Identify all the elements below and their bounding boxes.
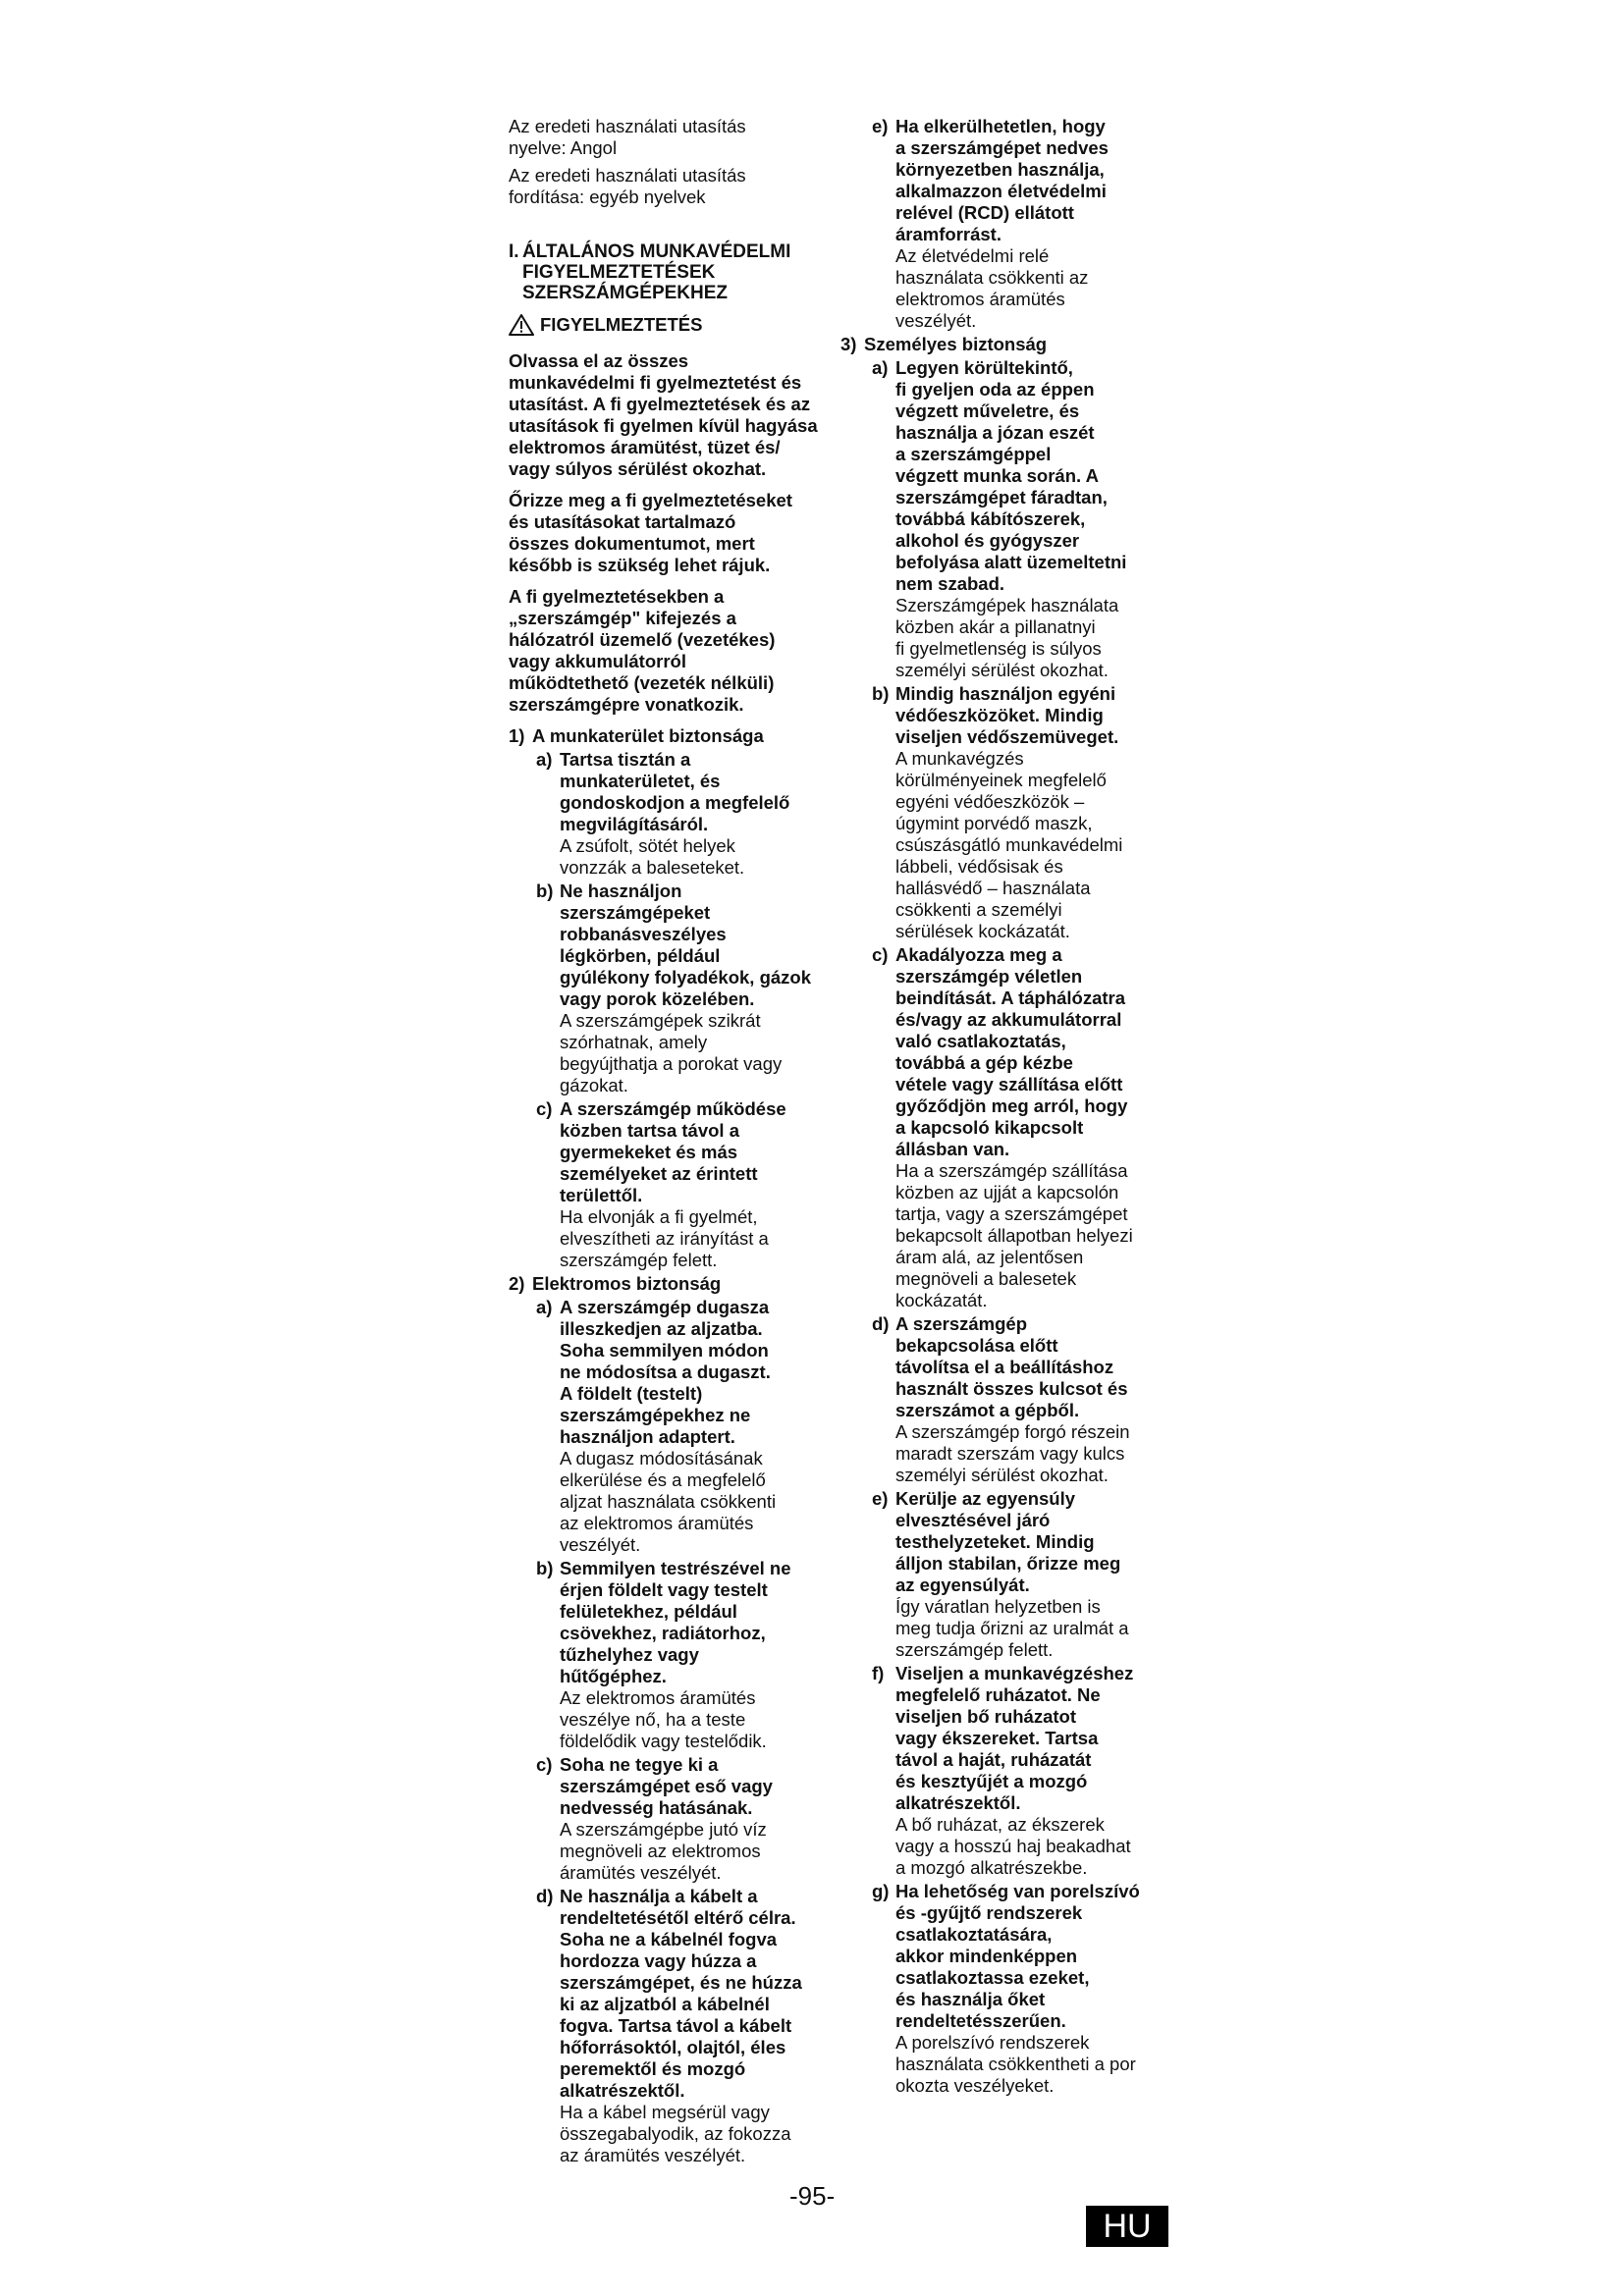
item-body: [895, 1881, 1176, 2097]
explanation-line: közben az ujját a kapcsolón: [895, 1182, 1119, 1202]
instruction-line: Soha ne a kábelnél fogva: [560, 1929, 778, 1949]
instruction-line: gondoskodjon a megfelelő: [560, 792, 790, 813]
instruction-line: közben tartsa távol a: [560, 1120, 740, 1141]
explanation-line: vonzzák a baleseteket.: [560, 857, 745, 878]
item-label: c): [872, 944, 889, 965]
instruction-line: elvesztésével járó: [895, 1510, 1051, 1530]
instruction-line: robbanásveszélyes: [560, 924, 727, 944]
instruction-line: Ne használja a kábelt a: [560, 1886, 758, 1906]
item-label: c): [536, 1098, 553, 1119]
item-instruction: [895, 944, 1176, 1160]
explanation-line: Az elektromos áramütés: [560, 1687, 756, 1708]
instruction-line: Soha ne tegye ki a: [560, 1754, 719, 1775]
list-item: [536, 881, 842, 1096]
instruction-line: vagy ékszereket. Tartsa: [895, 1728, 1099, 1748]
warning-triangle-icon: [509, 313, 534, 337]
item-explanation: [895, 245, 1176, 332]
item-explanation: [560, 1819, 842, 1884]
paragraph-line: „szerszámgép" kifejezés a: [509, 608, 736, 628]
subsection-number: 1): [509, 725, 525, 746]
explanation-line: elektromos áramütés: [895, 289, 1065, 309]
explanation-line: egyéni védőeszközök –: [895, 791, 1085, 812]
item-instruction: [895, 683, 1176, 748]
explanation-line: körülményeinek megfelelő: [895, 770, 1107, 790]
paragraph-line: munkavédelmi fi gyelmeztetést és: [509, 372, 802, 393]
item-label: a): [536, 749, 553, 770]
instruction-line: és kesztyűjét a mozgó: [895, 1771, 1088, 1791]
item-label: d): [536, 1886, 554, 1906]
explanation-line: A szerszámgép forgó részein: [895, 1421, 1130, 1442]
intro-translation: Az eredeti használati utasítás fordítása: egyéb nyelvek: [509, 165, 746, 207]
language-badge: HU: [1086, 2206, 1168, 2247]
list-item: [872, 944, 1176, 1311]
paragraph-line: utasítást. A fi gyelmeztetések és az: [509, 394, 811, 414]
instruction-line: Ha elkerülhetetlen, hogy: [895, 116, 1106, 136]
instruction-line: csövekhez, radiátorhoz,: [560, 1623, 766, 1643]
subsection-number: 3): [840, 334, 857, 354]
list-item: [872, 116, 1176, 332]
instruction-line: hőforrásoktól, olajtól, éles: [560, 2037, 786, 2057]
instruction-line: álljon stabilan, őrizze meg: [895, 1553, 1121, 1574]
explanation-line: veszélyét.: [560, 1534, 641, 1555]
paragraph-line: később is szükség lehet rájuk.: [509, 555, 771, 575]
instruction-line: fogva. Tartsa távol a kábelt: [560, 2015, 792, 2036]
instruction-line: való csatlakoztatás,: [895, 1031, 1066, 1051]
instruction-line: gyúlékony folyadékok, gázok: [560, 967, 811, 988]
instruction-line: nedvesség hatásának.: [560, 1797, 753, 1818]
item-instruction: [560, 1886, 842, 2102]
explanation-line: Ha a szerszámgép szállítása: [895, 1160, 1128, 1181]
explanation-line: áramütés veszélyét.: [560, 1862, 722, 1883]
item-instruction: [895, 357, 1176, 595]
instruction-line: áramforrást.: [895, 224, 1001, 244]
item-instruction: [895, 1488, 1176, 1596]
instruction-line: Soha semmilyen módon: [560, 1340, 769, 1361]
instruction-line: gyermekeket és más: [560, 1142, 738, 1162]
item-explanation: [560, 835, 842, 879]
explanation-line: vagy a hosszú haj beakadhat: [895, 1836, 1131, 1856]
item-body: [560, 1886, 842, 2166]
paragraph-line: elektromos áramütést, tüzet és/: [509, 437, 781, 457]
item-explanation: [895, 748, 1176, 942]
subsection-name: A munkaterület biztonsága: [532, 725, 764, 746]
warning-paragraph: [509, 350, 842, 480]
section-heading: I. ÁLTALÁNOS MUNKAVÉDELMI FIGYELMEZTETÉSEK SZERSZÁMGÉPEKHEZ: [509, 241, 791, 303]
instruction-line: csatlakoztatására,: [895, 1924, 1053, 1945]
section-personal-safety: [840, 334, 1176, 2097]
explanation-line: szórhatnak, amely: [560, 1032, 708, 1052]
explanation-line: áram alá, az jelentősen: [895, 1247, 1084, 1267]
paragraph-line: és utasításokat tartalmazó: [509, 511, 736, 532]
instruction-line: a szerszámgépet nedves: [895, 137, 1109, 158]
item-label: g): [872, 1881, 890, 1901]
instruction-line: szerszámgépet fáradtan,: [895, 487, 1108, 507]
item-body: [895, 1488, 1176, 1661]
subsection-title: [509, 725, 842, 747]
subsection-number: 2): [509, 1273, 525, 1294]
explanation-line: A dugasz módosításának: [560, 1448, 763, 1468]
instruction-line: és használja őket: [895, 1989, 1046, 2009]
instruction-line: felületekhez, például: [560, 1601, 737, 1622]
instruction-line: védőeszközöket. Mindig: [895, 705, 1104, 725]
list-item: [536, 1297, 842, 1556]
instruction-line: Ha lehetőség van porelszívó: [895, 1881, 1140, 1901]
instruction-line: bekapcsolása előtt: [895, 1335, 1058, 1356]
warning-paragraph: [509, 586, 842, 716]
explanation-line: meg tudja őrizni az uralmát a: [895, 1618, 1129, 1638]
instruction-line: a szerszámgéppel: [895, 444, 1052, 464]
item-label: a): [536, 1297, 553, 1317]
instruction-line: személyeket az érintett: [560, 1163, 758, 1184]
instruction-line: végzett műveletre, és: [895, 400, 1080, 421]
item-instruction: [560, 1754, 842, 1819]
explanation-line: úgymint porvédő maszk,: [895, 813, 1093, 833]
list-item: [536, 1098, 842, 1271]
subsection-name: Elektromos biztonság: [532, 1273, 722, 1294]
instruction-line: Ne használjon: [560, 881, 682, 901]
instruction-line: viseljen bő ruházatot: [895, 1706, 1077, 1727]
explanation-line: csökkenti a személyi: [895, 899, 1062, 920]
right-top-items: [852, 116, 1176, 332]
list-item: [872, 1663, 1176, 1879]
item-explanation: [560, 1206, 842, 1271]
paragraph-line: utasítások fi gyelmen kívül hagyása: [509, 415, 818, 436]
item-explanation: [895, 2032, 1176, 2097]
instruction-line: továbbá a gép kézbe: [895, 1052, 1073, 1073]
left-column: [509, 116, 842, 2168]
instruction-line: A szerszámgép: [895, 1313, 1028, 1334]
paragraph-line: szerszámgépre vonatkozik.: [509, 694, 744, 715]
explanation-line: Ha a kábel megsérül vagy: [560, 2102, 770, 2122]
instruction-line: alkalmazzon életvédelmi: [895, 181, 1107, 201]
explanation-line: okozta veszélyeket.: [895, 2075, 1055, 2096]
instruction-line: szerszámgépet eső vagy: [560, 1776, 773, 1796]
instruction-line: Viseljen a munkavégzéshez: [895, 1663, 1134, 1683]
instruction-line: és -gyűjtő rendszerek: [895, 1902, 1083, 1923]
page-number: -95-: [789, 2181, 836, 2211]
instruction-line: alkohol és gyógyszer: [895, 530, 1080, 551]
instruction-line: területtől.: [560, 1185, 643, 1205]
instruction-line: Semmilyen testrészével ne: [560, 1558, 791, 1578]
item-explanation: [560, 1687, 842, 1752]
item-explanation: [895, 595, 1176, 681]
item-body: [895, 944, 1176, 1311]
item-instruction: [560, 1297, 842, 1448]
item-explanation: [560, 1010, 842, 1096]
explanation-line: begyújthatja a porokat vagy: [560, 1053, 783, 1074]
instruction-line: A szerszámgép dugasza: [560, 1297, 770, 1317]
list-item: [536, 1558, 842, 1752]
explanation-line: aljzat használata csökkenti: [560, 1491, 777, 1512]
instruction-line: tűzhelyhez vagy: [560, 1644, 699, 1665]
item-body: [895, 1663, 1176, 1879]
instruction-line: szerszámgép véletlen: [895, 966, 1083, 987]
explanation-line: Az életvédelmi relé: [895, 245, 1050, 266]
explanation-line: megnöveli a balesetek: [895, 1268, 1077, 1289]
instruction-line: Tartsa tisztán a: [560, 749, 691, 770]
instruction-line: és/vagy az akkumulátorral: [895, 1009, 1122, 1030]
instruction-line: peremektől és mozgó: [560, 2058, 746, 2079]
item-instruction: [895, 1881, 1176, 2032]
explanation-line: személyi sérülést okozhat.: [895, 1465, 1109, 1485]
instruction-line: végzett munka során. A: [895, 465, 1099, 486]
explanation-line: veszélye nő, ha a teste: [560, 1709, 746, 1730]
item-body: [560, 1098, 842, 1271]
instruction-line: vétele vagy szállítása előtt: [895, 1074, 1123, 1095]
instruction-line: használjon adaptert.: [560, 1426, 735, 1447]
instruction-line: továbbá kábítószerek,: [895, 508, 1086, 529]
item-label: a): [872, 357, 889, 378]
item-body: [895, 357, 1176, 681]
subsection-title: [840, 334, 1176, 355]
explanation-line: Ha elvonják a fi gyelmét,: [560, 1206, 758, 1227]
explanation-line: csúszásgátló munkavédelmi: [895, 834, 1123, 855]
explanation-line: Így váratlan helyzetben is: [895, 1596, 1101, 1617]
explanation-line: összegabalyodik, az fokozza: [560, 2123, 791, 2144]
item-instruction: [895, 1313, 1176, 1421]
explanation-line: A zsúfolt, sötét helyek: [560, 835, 735, 856]
instruction-line: megfelelő ruházatot. Ne: [895, 1684, 1101, 1705]
instruction-line: szerszámot a gépből.: [895, 1400, 1080, 1420]
instruction-line: Mindig használjon egyéni: [895, 683, 1116, 704]
intro-block: [509, 116, 842, 208]
instruction-line: rendeltetésétől eltérő célra.: [560, 1907, 796, 1928]
instruction-line: Legyen körültekintő,: [895, 357, 1073, 378]
subsection-title: [509, 1273, 842, 1295]
intro-original-language: Az eredeti használati utasítás nyelve: Angol: [509, 116, 746, 158]
explanation-line: a mozgó alkatrészekbe.: [895, 1857, 1088, 1878]
explanation-line: A porelszívó rendszerek: [895, 2032, 1090, 2053]
instruction-line: vagy porok közelében.: [560, 988, 755, 1009]
warning-paragraph: [509, 490, 842, 576]
explanation-line: bekapcsolt állapotban helyezi: [895, 1225, 1133, 1246]
instruction-line: megvilágításáról.: [560, 814, 709, 834]
paragraph-line: Őrizze meg a fi gyelmeztetéseket: [509, 490, 792, 510]
item-instruction: [560, 881, 842, 1010]
instruction-line: illeszkedjen az aljzatba.: [560, 1318, 763, 1339]
item-explanation: [895, 1160, 1176, 1311]
item-body: [560, 1558, 842, 1752]
instruction-line: munkaterületet, és: [560, 771, 721, 791]
item-body: [560, 881, 842, 1096]
explanation-line: elveszítheti az irányítást a: [560, 1228, 769, 1249]
item-instruction: [895, 116, 1176, 245]
item-label: b): [872, 683, 890, 704]
item-explanation: [560, 1448, 842, 1556]
list-item: [872, 1881, 1176, 2097]
instruction-line: csatlakoztassa ezeket,: [895, 1967, 1090, 1988]
list-item: [872, 683, 1176, 942]
paragraph-line: működtethető (vezeték nélküli): [509, 672, 775, 693]
item-label: e): [872, 1488, 889, 1509]
explanation-line: gázokat.: [560, 1075, 628, 1095]
instruction-line: távol a haját, ruházatát: [895, 1749, 1092, 1770]
instruction-line: győződjön meg arról, hogy: [895, 1095, 1128, 1116]
item-body: [560, 749, 842, 879]
paragraph-line: vagy súlyos sérülést okozhat.: [509, 458, 767, 479]
item-label: d): [872, 1313, 890, 1334]
instruction-line: ki az aljzatból a kábelnél: [560, 1994, 770, 2014]
instruction-line: A szerszámgép működése: [560, 1098, 786, 1119]
item-body: [895, 1313, 1176, 1486]
item-label: b): [536, 881, 554, 901]
item-body: [895, 116, 1176, 332]
item-label: e): [872, 116, 889, 136]
explanation-line: közben akár a pillanatnyi: [895, 616, 1096, 637]
item-explanation: [895, 1421, 1176, 1486]
list-item: [536, 1886, 842, 2166]
instruction-line: alkatrészektől.: [895, 1792, 1021, 1813]
explanation-line: A munkavégzés: [895, 748, 1024, 769]
instruction-line: Kerülje az egyensúly: [895, 1488, 1076, 1509]
instruction-line: Akadályozza meg a: [895, 944, 1062, 965]
instruction-line: akkor mindenképpen: [895, 1946, 1078, 1966]
item-explanation: [895, 1596, 1176, 1661]
instruction-line: hűtőgéphez.: [560, 1666, 667, 1686]
item-instruction: [560, 1558, 842, 1687]
explanation-line: szerszámgép felett.: [560, 1250, 718, 1270]
instruction-line: befolyása alatt üzemeltetni: [895, 552, 1127, 572]
list-item: [872, 357, 1176, 681]
instruction-line: szerszámgépet, és ne húzza: [560, 1972, 802, 1993]
paragraph-line: hálózatról üzemelő (vezetékes): [509, 629, 776, 650]
paragraph-line: összes dokumentumot, mert: [509, 533, 755, 554]
list-item: [536, 749, 842, 879]
instruction-line: szerszámgépeket: [560, 902, 711, 923]
instruction-line: érjen földelt vagy testelt: [560, 1579, 768, 1600]
explanation-line: A bő ruházat, az ékszerek: [895, 1814, 1105, 1835]
item-label: f): [872, 1663, 885, 1683]
explanation-line: fi gyelmetlenség is súlyos: [895, 638, 1102, 659]
item-explanation: [895, 1814, 1176, 1879]
explanation-line: kockázatát.: [895, 1290, 988, 1310]
instruction-line: ne módosítsa a dugaszt.: [560, 1362, 771, 1382]
paragraph-line: Olvassa el az összes: [509, 350, 689, 371]
explanation-line: Szerszámgépek használata: [895, 595, 1119, 615]
instruction-line: szerszámgépekhez ne: [560, 1405, 751, 1425]
explanation-line: használata csökkentheti a por: [895, 2054, 1136, 2074]
item-instruction: [895, 1663, 1176, 1814]
explanation-line: személyi sérülést okozhat.: [895, 660, 1109, 680]
explanation-line: A szerszámgépbe jutó víz: [560, 1819, 767, 1840]
paragraph-line: vagy akkumulátorról: [509, 651, 686, 671]
explanation-line: tartja, vagy a szerszámgépet: [895, 1203, 1128, 1224]
list-item: [872, 1313, 1176, 1486]
explanation-line: sérülések kockázatát.: [895, 921, 1070, 941]
instruction-line: fi gyeljen oda az éppen: [895, 379, 1095, 400]
instruction-line: légkörben, például: [560, 945, 721, 966]
instruction-line: használja a józan eszét: [895, 422, 1095, 443]
paragraph-line: A fi gyelmeztetésekben a: [509, 586, 725, 607]
explanation-line: az áramütés veszélyét.: [560, 2145, 746, 2165]
explanation-line: elkerülése és a megfelelő: [560, 1469, 766, 1490]
explanation-line: szerszámgép felett.: [895, 1639, 1054, 1660]
explanation-line: az elektromos áramütés: [560, 1513, 754, 1533]
instruction-line: az egyensúlyát.: [895, 1575, 1030, 1595]
instruction-line: környezetben használja,: [895, 159, 1105, 180]
explanation-line: veszélyét.: [895, 310, 977, 331]
item-label: b): [536, 1558, 554, 1578]
instruction-line: testhelyzeteket. Mindig: [895, 1531, 1095, 1552]
explanation-line: A szerszámgépek szikrát: [560, 1010, 761, 1031]
instruction-line: távolítsa el a beállításhoz: [895, 1357, 1114, 1377]
explanation-line: földelődik vagy testelődik.: [560, 1731, 767, 1751]
warning-paragraphs: [509, 350, 842, 716]
instruction-line: alkatrészektől.: [560, 2080, 685, 2101]
explanation-line: hallásvédő – használata: [895, 878, 1091, 898]
list-item: [872, 1488, 1176, 1661]
instruction-line: nem szabad.: [895, 573, 1005, 594]
right-column: [840, 116, 1176, 2099]
explanation-line: lábbeli, védősisak és: [895, 856, 1063, 877]
item-body: [560, 1754, 842, 1884]
item-body: [560, 1297, 842, 1556]
item-instruction: [560, 749, 842, 835]
instruction-line: viseljen védőszemüveget.: [895, 726, 1119, 747]
explanation-line: megnöveli az elektromos: [560, 1841, 761, 1861]
instruction-line: relével (RCD) ellátott: [895, 202, 1074, 223]
instruction-line: állásban van.: [895, 1139, 1010, 1159]
warning-label: FIGYELMEZTETÉS: [509, 313, 842, 337]
instruction-line: használt összes kulcsot és: [895, 1378, 1128, 1399]
sections-left: [509, 725, 842, 2166]
subsection-name: Személyes biztonság: [864, 334, 1048, 354]
explanation-line: maradt szerszám vagy kulcs: [895, 1443, 1125, 1464]
instruction-line: hordozza vagy húzza a: [560, 1950, 757, 1971]
list-item: [536, 1754, 842, 1884]
instruction-line: A földelt (testelt): [560, 1383, 703, 1404]
item-instruction: [560, 1098, 842, 1206]
item-label: c): [536, 1754, 553, 1775]
instruction-line: a kapcsoló kikapcsolt: [895, 1117, 1084, 1138]
item-explanation: [560, 2102, 842, 2166]
instruction-line: rendeltetésszerűen.: [895, 2010, 1066, 2031]
item-body: [895, 683, 1176, 942]
instruction-line: beindítását. A táphálózatra: [895, 988, 1126, 1008]
explanation-line: használata csökkenti az: [895, 267, 1089, 288]
